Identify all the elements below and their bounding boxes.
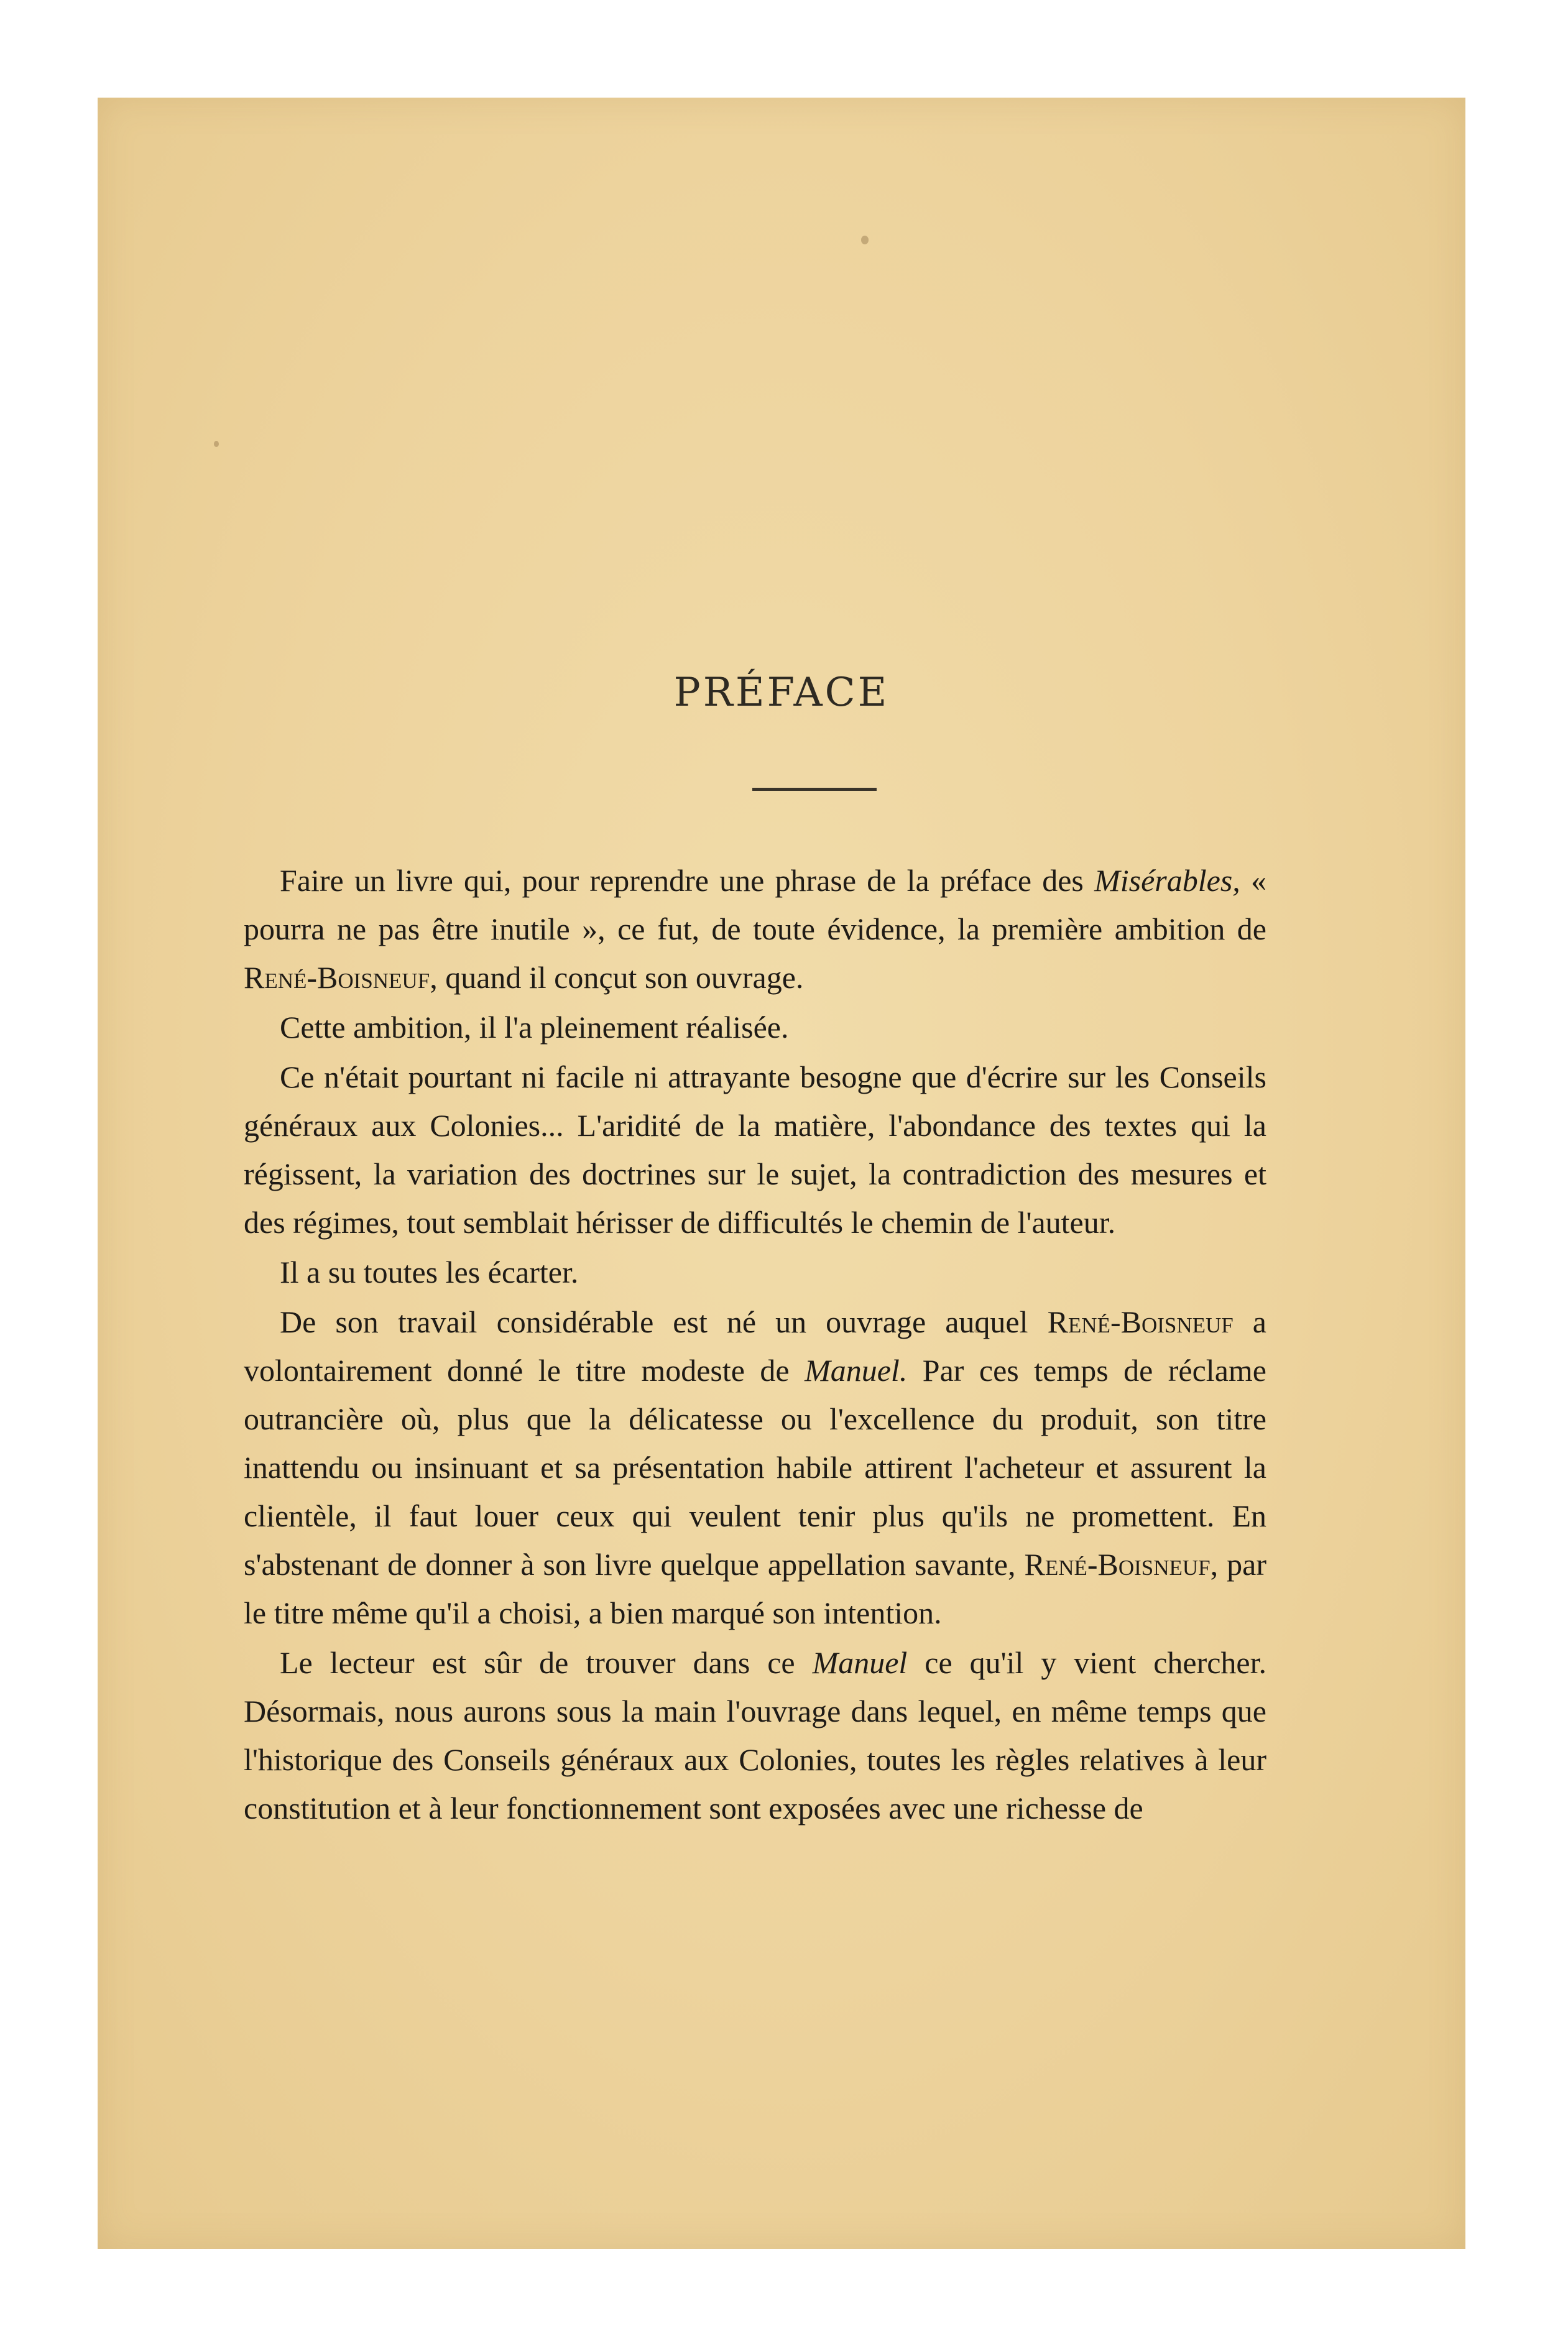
page-title: PRÉFACE xyxy=(673,670,890,716)
preface-text xyxy=(244,856,1266,1834)
paper-speck xyxy=(861,236,869,244)
paper-speck xyxy=(214,441,219,447)
paragraph-4: Il a su toutes les écarter. xyxy=(280,1255,579,1290)
book-page xyxy=(98,98,1465,2249)
paragraph-3: Ce n'était pourtant ni facile ni attrayante besogne que d'écrire sur les Conseils généraux aux Colonies... L'aridité de la matière, l'abondance des textes qui la régissent, la variation des doctrines sur le sujet, la contradiction des mesures et des régimes, tout semblait hérisser de difficultés le chemin de l'auteur. xyxy=(244,1059,1266,1240)
title-rule xyxy=(752,788,877,791)
author-name: René-Boisneuf xyxy=(1024,1547,1211,1582)
author-name: René-Boisneuf xyxy=(244,960,430,995)
author-name: René-Boisneuf xyxy=(1047,1304,1234,1339)
paragraph-2: Cette ambition, il l'a pleinement réalisée. xyxy=(280,1010,789,1045)
paragraph-6: Le lecteur est sûr de trouver dans ce Manuel ce qu'il y vient chercher. Désormais, nous aurons sous la main l'ouvrage dans lequel, en même temps que l'historique des Conseils généraux aux Colonies, toutes les règles relatives à leur constitution et à leur fonctionnement sont exposées avec une richesse de xyxy=(244,1645,1266,1825)
paragraph-5: De son travail considérable est né un ouvrage auquel René-Boisneuf a volontairement donné le titre modeste de Manuel. Par ces temps de réclame outrancière où, plus que la délicatesse ou l'excellence du produit, son titre inattendu ou insinuant et sa présentation habile attirent l'acheteur et assurent la clientèle, il faut louer ceux qui veulent tenir plus qu'ils ne promettent. En s'abstenant de donner à son livre quelque appellation savante, René-Boisneuf, par le titre même qu'il a choisi, a bien marqué son intention. xyxy=(244,1304,1267,1630)
paragraph-1: Faire un livre qui, pour reprendre une phrase de la préface des Misérables, « pourra ne pas être inutile », ce fut, de toute évidence, la première ambition de René-Boisneuf, quand il conçut son ouvrage. xyxy=(244,863,1267,995)
